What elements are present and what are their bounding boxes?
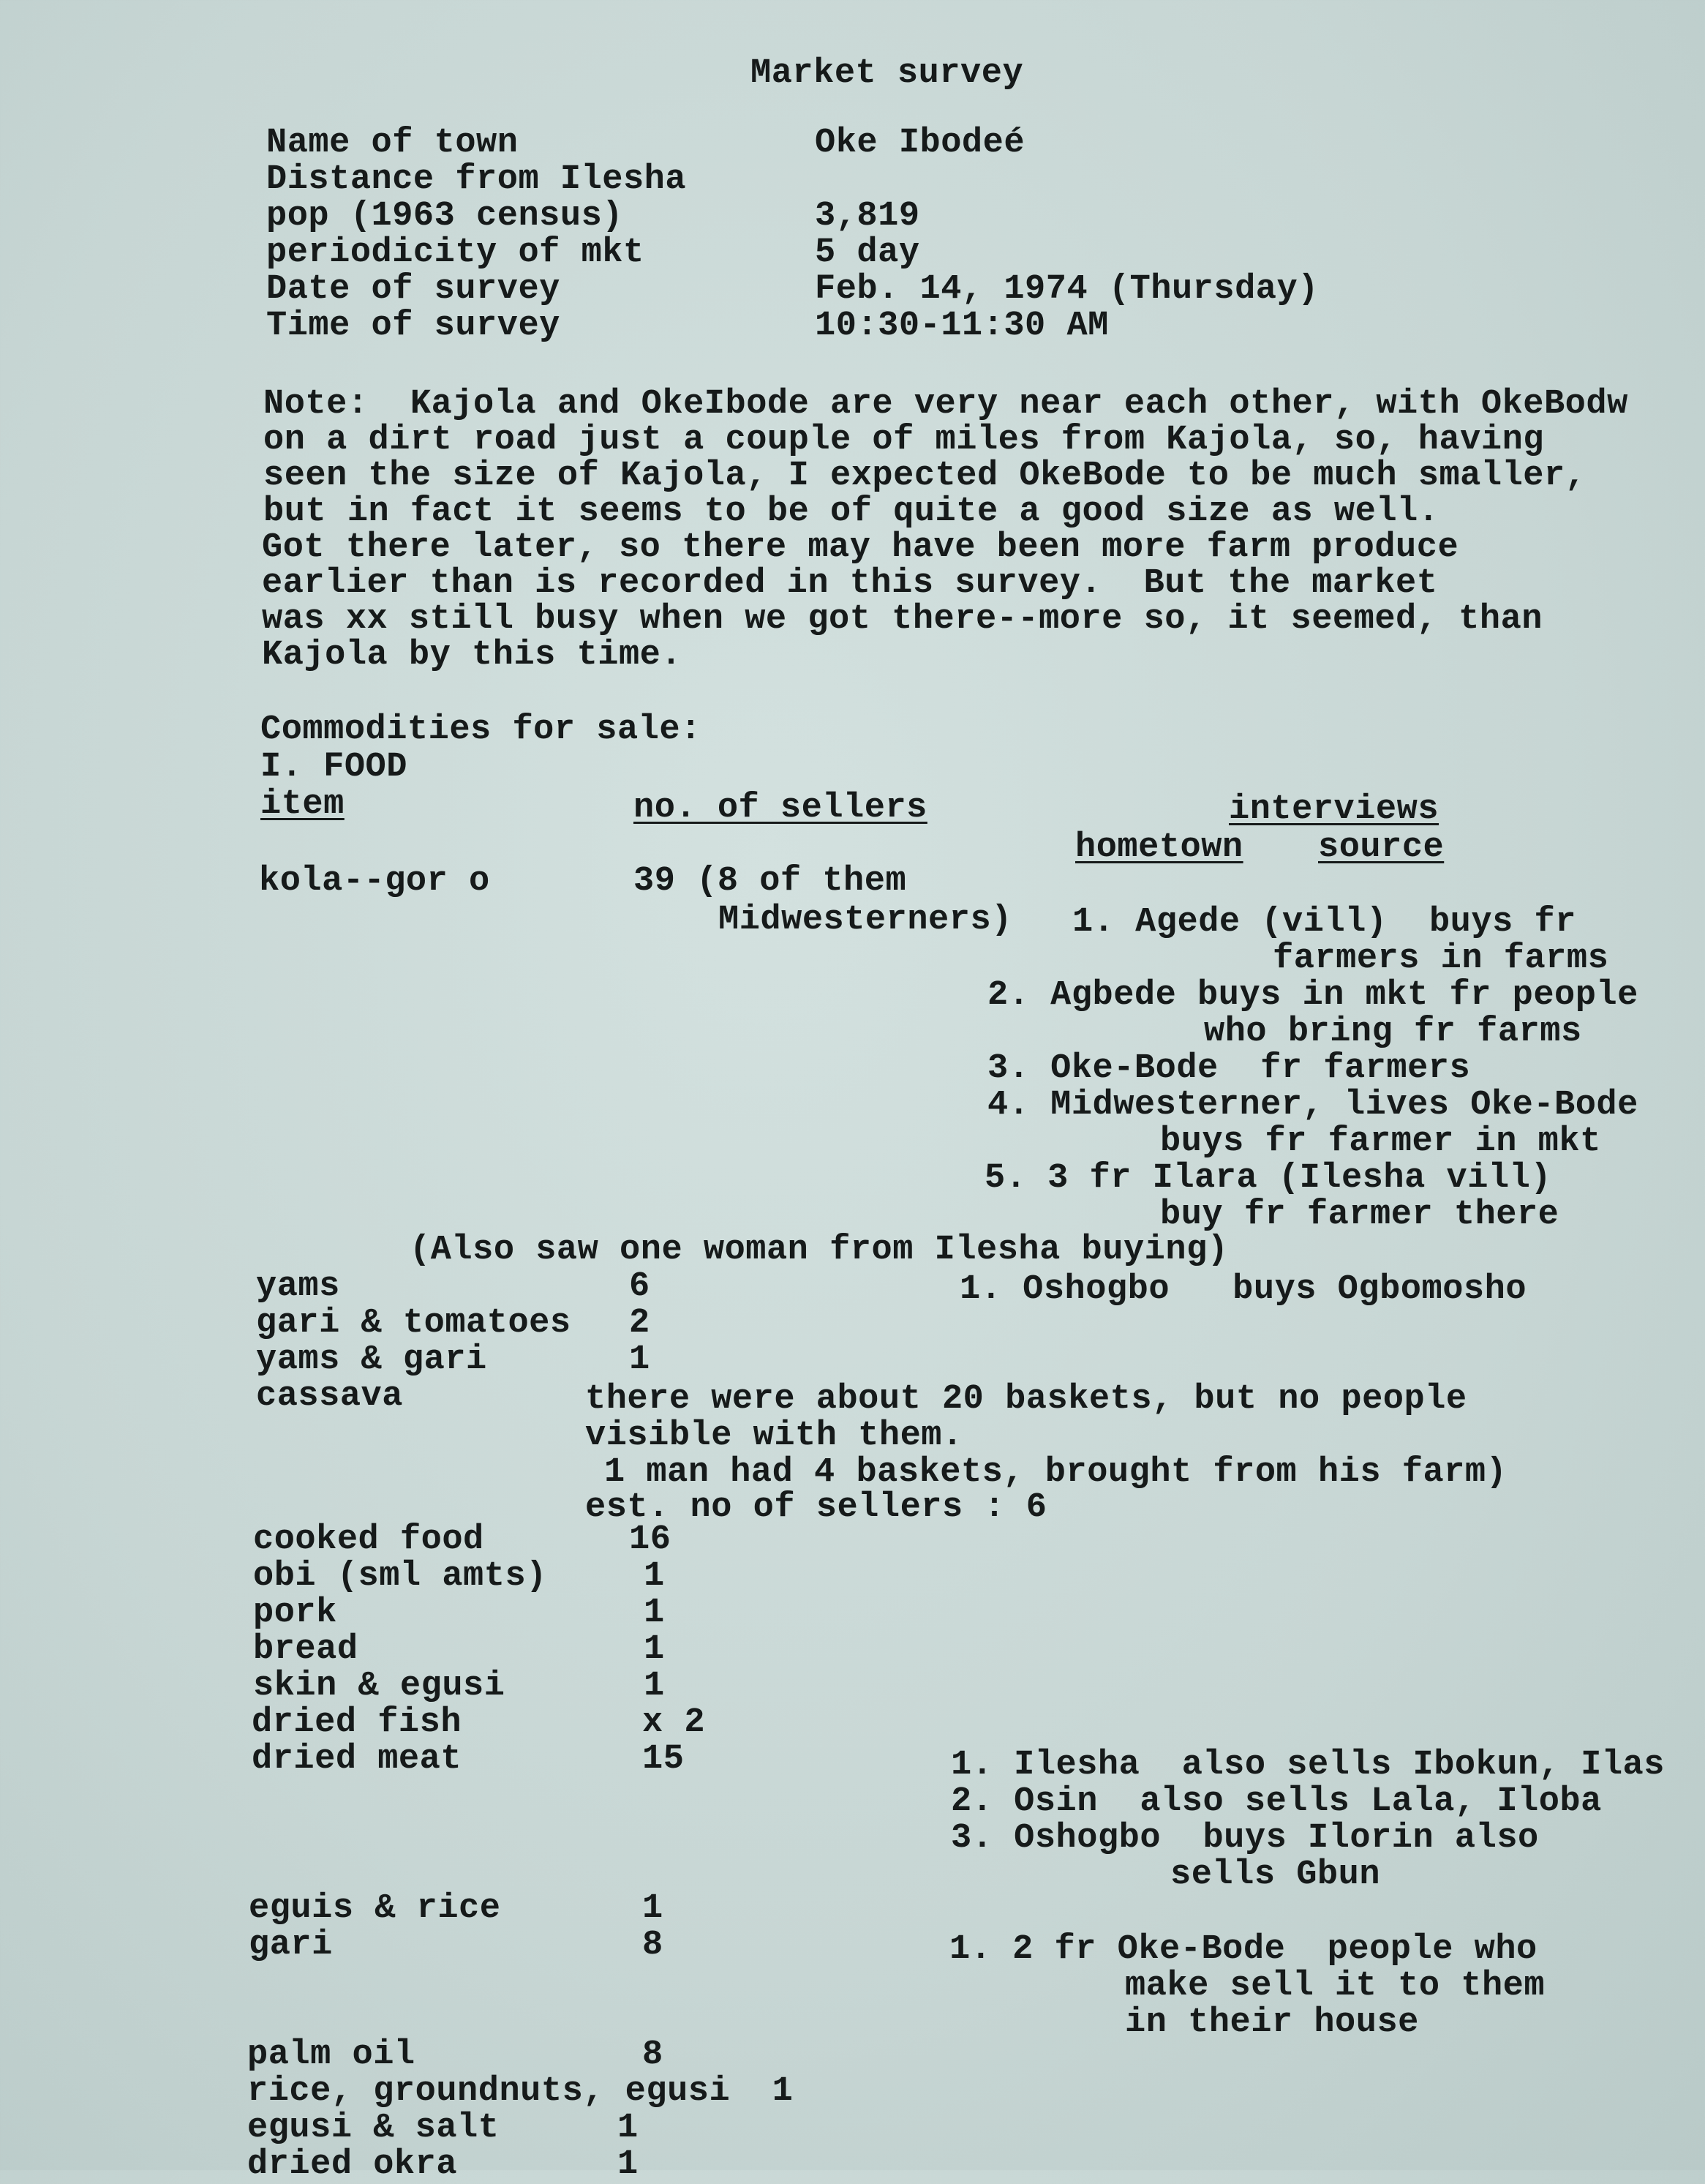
column-header-hometown: hometown: [1075, 828, 1243, 867]
note-line: earlier than is recorded in this survey. But the market: [262, 564, 1438, 603]
seller-count: 1: [644, 1630, 665, 1669]
column-header-item: item: [260, 785, 345, 824]
item-name: pork: [253, 1594, 337, 1632]
seller-count: 1: [617, 2145, 639, 2184]
item-name: skin & egusi: [253, 1667, 505, 1705]
item-name: rice, groundnuts, egusi 1: [247, 2072, 794, 2111]
item-name: obi (sml amts): [253, 1557, 547, 1596]
interview-entry: 4. Midwesterner, lives Oke-Bode: [987, 1086, 1638, 1125]
value-time: 10:30-11:30 AM: [815, 307, 1109, 345]
value-date: Feb. 14, 1974 (Thursday): [815, 270, 1319, 309]
value-population: 3,819: [815, 197, 920, 236]
note-line: but in fact it seems to be of quite a good size as well.: [263, 492, 1439, 531]
label-distance: Distance from Ilesha: [266, 160, 687, 199]
item-remark: est. no of sellers : 6: [585, 1488, 1047, 1527]
seller-count: 8: [642, 2035, 663, 2074]
interview-entry: 1. 2 fr Oke-Bode people who: [949, 1930, 1537, 1969]
item-name: kola--gor o: [259, 862, 490, 901]
item-name: dried okra: [247, 2145, 458, 2184]
interview-entry: who bring fr farms: [1204, 1013, 1582, 1051]
item-name: yams: [256, 1267, 340, 1306]
note-line: Kajola by this time.: [262, 636, 682, 675]
label-town: Name of town: [266, 124, 519, 162]
interview-entry: 1. Ilesha also sells Ibokun, Ilas: [951, 1746, 1665, 1785]
page-title: Market survey: [750, 54, 1024, 93]
column-header-sellers: no. of sellers: [633, 789, 927, 828]
item-name: bread: [253, 1630, 358, 1669]
item-name: egusi & salt: [247, 2109, 500, 2147]
interview-entry: buys fr farmer in mkt: [1160, 1122, 1601, 1161]
seller-count: 8: [642, 1926, 663, 1965]
interview-entry: 1. Oshogbo buys Ogbomosho: [960, 1270, 1527, 1309]
interview-entry: buy fr farmer there: [1160, 1196, 1559, 1234]
interview-entry: farmers in farms: [1273, 939, 1609, 978]
section-heading: I. FOOD: [260, 748, 407, 787]
interview-entry: 2. Osin also sells Lala, Iloba: [951, 1782, 1602, 1821]
item-name: dried fish: [252, 1703, 462, 1742]
seller-count: 15: [642, 1740, 685, 1779]
seller-count: 2: [629, 1304, 650, 1343]
interview-entry: 2. Agbede buys in mkt fr people: [987, 976, 1638, 1015]
item-name: cooked food: [253, 1520, 484, 1559]
seller-count: 1: [644, 1557, 665, 1596]
item-name: eguis & rice: [249, 1889, 501, 1928]
value-town: Oke Ibodeé: [815, 124, 1025, 162]
seller-count: 39 (8 of them: [633, 862, 907, 901]
item-remark: there were about 20 baskets, but no people: [585, 1380, 1467, 1419]
column-header-source: source: [1318, 828, 1445, 867]
column-header-interviews: interviews: [1229, 790, 1439, 829]
note-line: Got there later, so there may have been more farm produce: [262, 528, 1459, 567]
label-date: Date of survey: [266, 270, 560, 309]
interview-entry: in their house: [1125, 2003, 1419, 2042]
note-line: Note: Kajola and OkeIbode are very near each other, with OkeBodw: [263, 385, 1628, 424]
interview-entry: 5. 3 fr Ilara (Ilesha vill): [985, 1159, 1552, 1198]
item-name: gari & tomatoes: [256, 1304, 571, 1343]
label-periodicity: periodicity of mkt: [266, 233, 644, 272]
seller-count: 1: [644, 1594, 665, 1632]
note-line: seen the size of Kajola, I expected OkeBode to be much smaller,: [263, 457, 1587, 495]
interview-entry: make sell it to them: [1125, 1967, 1546, 2005]
item-name: gari: [249, 1926, 333, 1965]
interview-entry: 3. Oke-Bode fr farmers: [987, 1049, 1471, 1088]
aside-note: (Also saw one woman from Ilesha buying): [410, 1231, 1229, 1269]
note-line: on a dirt road just a couple of miles from Kajola, so, having: [263, 421, 1544, 459]
seller-count: 16: [629, 1520, 671, 1559]
seller-count: 1: [644, 1667, 665, 1705]
seller-count: 1: [642, 1889, 663, 1928]
seller-count-note: Midwesterners): [718, 901, 1012, 939]
interview-entry: sells Gbun: [1170, 1855, 1381, 1894]
note-line: was xx still busy when we got there--more so, it seemed, than: [262, 600, 1543, 639]
item-remark: visible with them.: [585, 1416, 963, 1455]
label-population: pop (1963 census): [266, 197, 623, 236]
seller-count: 1: [629, 1340, 650, 1379]
commodities-heading: Commodities for sale:: [260, 710, 701, 749]
item-name: yams & gari: [256, 1340, 487, 1379]
seller-count: 6: [629, 1267, 650, 1306]
seller-count: 1: [617, 2109, 639, 2147]
item-name: palm oil: [247, 2035, 415, 2074]
interview-entry: 1. Agede (vill) buys fr: [1072, 903, 1576, 942]
seller-count: x 2: [642, 1703, 706, 1742]
label-time: Time of survey: [266, 307, 560, 345]
item-remark: 1 man had 4 baskets, brought from his farm): [604, 1453, 1508, 1492]
interview-entry: 3. Oshogbo buys Ilorin also: [951, 1819, 1539, 1858]
value-periodicity: 5 day: [815, 233, 920, 272]
item-name: cassava: [256, 1377, 403, 1416]
item-name: dried meat: [252, 1740, 462, 1779]
